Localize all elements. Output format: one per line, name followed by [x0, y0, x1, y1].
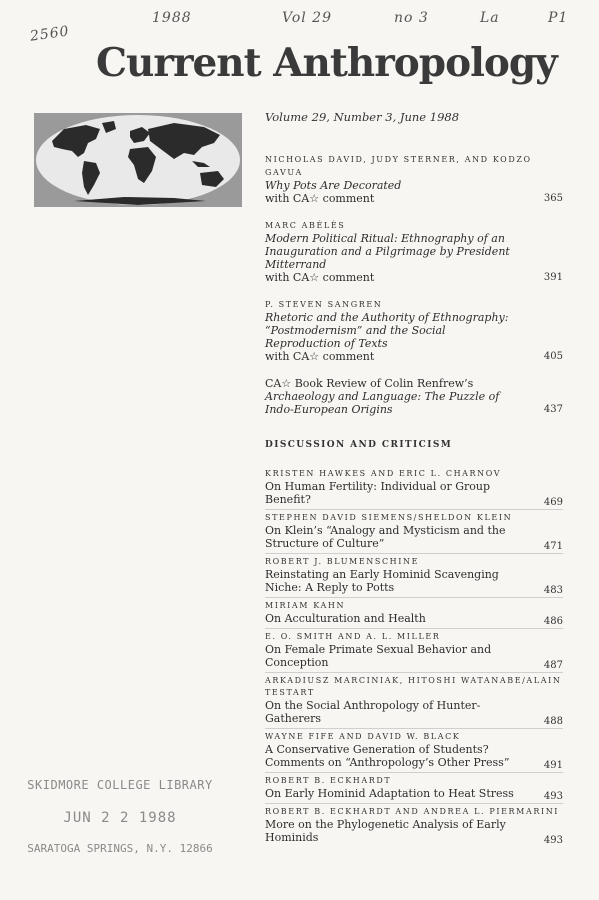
book-review-entry	[265, 377, 563, 416]
page-number: 486	[543, 616, 563, 627]
discussion-title: On the Social Anthropology of Hunter-Gatherers	[265, 699, 481, 725]
discussion-title: On Klein’s “Analogy and Mysticism and the Structure of Culture”	[265, 524, 506, 550]
discussion-authors: ROBERT J. BLUMENSCHINE	[265, 557, 420, 566]
discussion-entry	[265, 598, 563, 629]
article-authors: P. STEVEN SANGREN	[265, 300, 383, 309]
discussion-title: On Female Primate Sexual Behavior and Conception	[265, 643, 492, 669]
page-number: 405	[543, 351, 563, 362]
discussion-authors: ROBERT B. ECKHARDT	[265, 776, 392, 785]
world-map-logo	[34, 113, 242, 207]
world-map-icon	[34, 113, 242, 207]
discussion-authors: WAYNE FIFE AND DAVID W. BLACK	[265, 732, 461, 741]
book-review-prefix: CA☆ Book Review of Colin Renfrew’s	[265, 377, 474, 390]
article-entry	[265, 153, 563, 205]
handwritten-mark: 1988	[152, 10, 192, 26]
discussion-authors: KRISTEN HAWKES AND ERIC L. CHARNOV	[265, 469, 502, 478]
discussion-authors: MIRIAM KAHN	[265, 601, 346, 610]
discussion-title: A Conservative Generation of Students? Comments on “Anthropology’s Other Press”	[265, 743, 510, 769]
discussion-entry	[265, 729, 563, 773]
page-number: 493	[543, 791, 563, 802]
discussion-title: On Human Fertility: Individual or Group Benefit?	[265, 480, 491, 506]
article-title: Modern Political Ritual: Ethnography of an Inauguration and a Pilgrimage by President Mitterrand	[265, 232, 510, 271]
page-number: 491	[543, 760, 563, 771]
stamp-location: SARATOGA SPRINGS, N.Y. 12866	[27, 842, 213, 855]
journal-title: Current Anthropology	[96, 40, 557, 86]
discussion-entry	[265, 673, 563, 729]
discussion-title: On Early Hominid Adaptation to Heat Stress	[265, 787, 514, 800]
discussion-entry	[265, 773, 563, 804]
discussion-entry	[265, 466, 563, 510]
discussion-entry	[265, 554, 563, 598]
discussion-authors: E. O. SMITH AND A. L. MILLER	[265, 632, 441, 641]
stamp-date: JUN 2 2 1988	[63, 810, 177, 826]
article-title: Why Pots Are Decorated	[265, 179, 402, 192]
book-review-title: Archaeology and Language: The Puzzle of Indo-European Origins	[265, 390, 500, 416]
page-number: 471	[543, 541, 563, 552]
page-number: 391	[543, 272, 563, 283]
article-authors: NICHOLAS DAVID, JUDY STERNER, AND KODZO GAVUA	[265, 155, 532, 177]
table-of-contents	[265, 153, 563, 847]
discussion-authors: STEPHEN DAVID SIEMENS/SHELDON KLEIN	[265, 513, 513, 522]
comment-note: with CA☆ comment	[265, 350, 375, 363]
page-number: 488	[543, 716, 563, 727]
article-authors: MARC ABÉLÈS	[265, 221, 346, 230]
page-number: 487	[543, 660, 563, 671]
discussion-entry	[265, 629, 563, 673]
discussion-heading: DISCUSSION AND CRITICISM	[265, 440, 453, 450]
handwritten-mark: La	[480, 10, 500, 26]
discussion-title: On Acculturation and Health	[265, 612, 426, 625]
discussion-title: More on the Phylogenetic Analysis of Early Hominids	[265, 818, 506, 844]
discussion-entry	[265, 510, 563, 554]
handwritten-mark: Vol 29	[282, 10, 332, 26]
article-title: Rhetoric and the Authority of Ethnography: “Postmodernism” and the Social Reproduction of Texts	[265, 311, 509, 350]
comment-note: with CA☆ comment	[265, 192, 375, 205]
article-entry	[265, 219, 563, 284]
page-number: 483	[543, 585, 563, 596]
handwritten-mark: P1	[548, 10, 569, 26]
discussion-entry	[265, 804, 563, 847]
library-stamp	[20, 778, 220, 855]
discussion-authors: ARKADIUSZ MARCINIAK, HITOSHI WATANABE/ALAIN TESTART	[265, 676, 562, 697]
discussion-title: Reinstating an Early Hominid Scavenging Niche: A Reply to Potts	[265, 568, 499, 594]
page-number: 493	[543, 835, 563, 846]
page-number: 437	[543, 404, 563, 415]
article-entry	[265, 298, 563, 363]
discussion-authors: ROBERT B. ECKHARDT AND ANDREA L. PIERMARINI	[265, 807, 560, 816]
issue-line: Volume 29, Number 3, June 1988	[265, 110, 460, 124]
discussion-list	[265, 466, 563, 847]
handwritten-mark: no 3	[394, 10, 429, 26]
page-number: 365	[543, 193, 563, 204]
handwritten-mark: 2560	[29, 23, 71, 45]
page-number: 469	[543, 497, 563, 508]
comment-note: with CA☆ comment	[265, 271, 375, 284]
stamp-library-name: SKIDMORE COLLEGE LIBRARY	[27, 778, 213, 792]
